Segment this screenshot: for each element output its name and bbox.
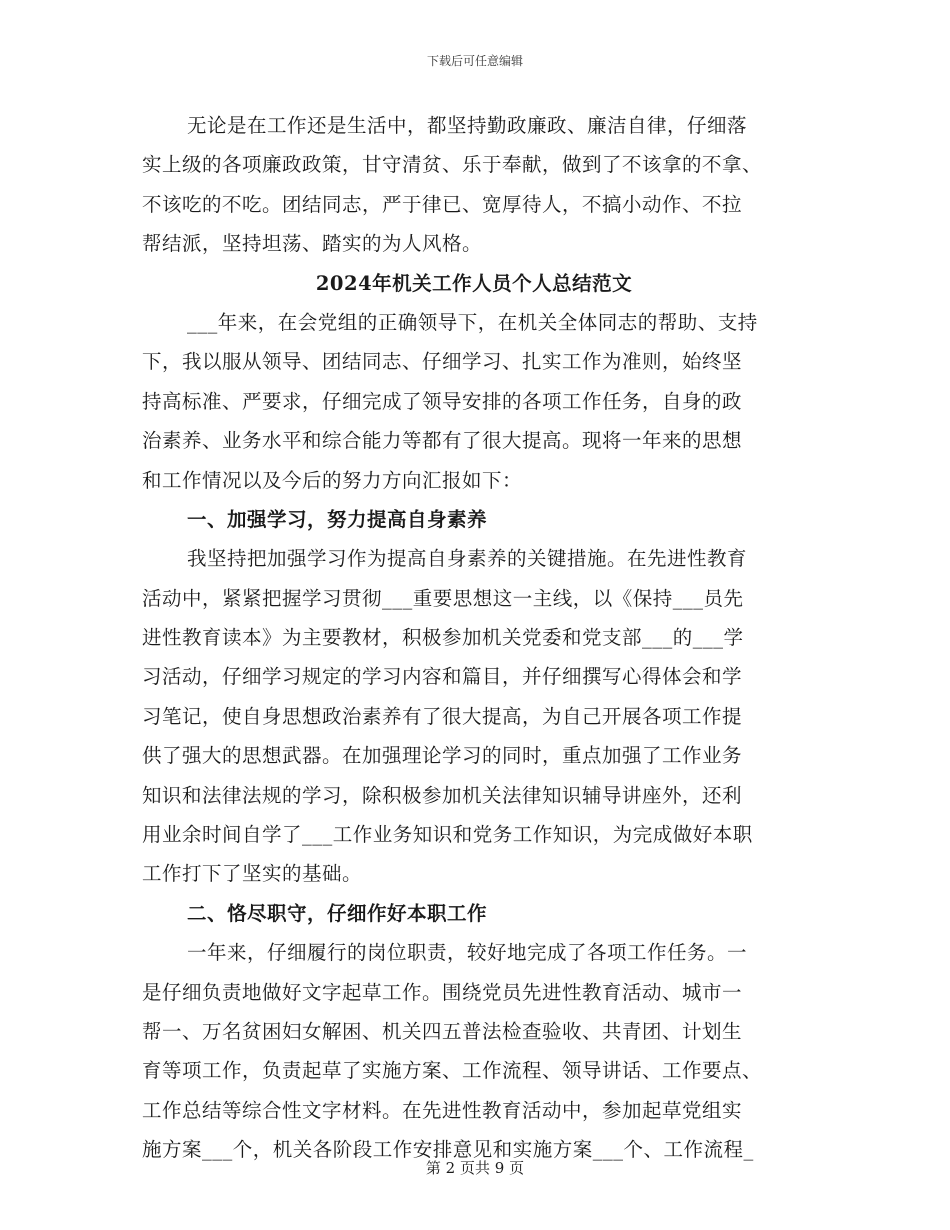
text-line: 工作总结等综合性文字材料。在先进性教育活动中，参加起草党组实 <box>142 1098 743 1122</box>
text-line: ___年来，在会党组的正确领导下，在机关全体同志的帮助、支持 <box>187 310 758 334</box>
text-line: 一年来，仔细履行的岗位职责，较好地完成了各项工作任务。一 <box>187 941 748 965</box>
text-line: 育等项工作，负责起草了实施方案、工作流程、领导讲话、工作要点、 <box>142 1059 763 1083</box>
section-heading: 二、恪尽职守，仔细作好本职工作 <box>187 901 488 925</box>
text-line: 和工作情况以及今后的努力方向汇报如下： <box>142 468 523 492</box>
text-line: 供了强大的思想武器。在加强理论学习的同时，重点加强了工作业务 <box>142 744 743 768</box>
text-line: 无论是在工作还是生活中，都坚持勤政廉政、廉洁自律，仔细落 <box>187 114 748 137</box>
text-line: 用业余时间自学了___工作业务知识和党务工作知识，为完成做好本职 <box>142 823 753 847</box>
text-line: 工作打下了坚实的基础。 <box>142 862 363 886</box>
section-heading: 一、加强学习，努力提高自身素养 <box>187 507 488 531</box>
text-line: 下，我以服从领导、团结同志、仔细学习、扎实工作为准则，始终坚 <box>142 350 743 374</box>
text-line: 是仔细负责地做好文字起草工作。围绕党员先进性教育活动、城市一 <box>142 980 743 1004</box>
page-number: 第 2 页共 9 页 <box>425 1159 525 1177</box>
text-line: 习活动，仔细学习规定的学习内容和篇目，并仔细撰写心得体会和学 <box>142 665 743 689</box>
text-line: 进性教育读本》为主要教材，积极参加机关党委和党支部___的___学 <box>142 626 744 650</box>
text-line: 实上级的各项廉政政策，甘守清贫、乐于奉献，做到了不该拿的不拿、 <box>142 153 763 177</box>
text-line: 帮一、万名贫困妇女解困、机关四五普法检查验收、共青团、计划生 <box>142 1019 743 1043</box>
text-line: 不该吃的不吃。团结同志，严于律已、宽厚待人，不搞小动作、不拉 <box>142 192 743 216</box>
text-line: 治素养、业务水平和综合能力等都有了很大提高。现将一年来的思想 <box>142 429 743 453</box>
text-line: 活动中，紧紧把握学习贯彻___重要思想这一主线，以《保持___员先 <box>142 586 744 610</box>
document-title: 2024年机关工作人员个人总结范文 <box>315 271 633 295</box>
text-line: 持高标准、严要求，仔细完成了领导安排的各项工作任务，自身的政 <box>142 389 743 413</box>
text-line: 我坚持把加强学习作为提高自身素养的关键措施。在先进性教育 <box>187 547 748 571</box>
page-header: 下载后可任意编辑 <box>426 54 523 68</box>
text-line: 习笔记，使自身思想政治素养有了很大提高，为自己开展各项工作提 <box>142 704 743 728</box>
document-body <box>142 106 806 1170</box>
text-line: 施方案___个，机关各阶段工作安排意见和实施方案___个、工作流程_ <box>142 1138 754 1162</box>
text-line: 帮结派，坚持坦荡、踏实的为人风格。 <box>142 232 483 256</box>
text-line: 知识和法律法规的学习，除积极参加机关法律知识辅导讲座外，还利 <box>142 783 743 807</box>
